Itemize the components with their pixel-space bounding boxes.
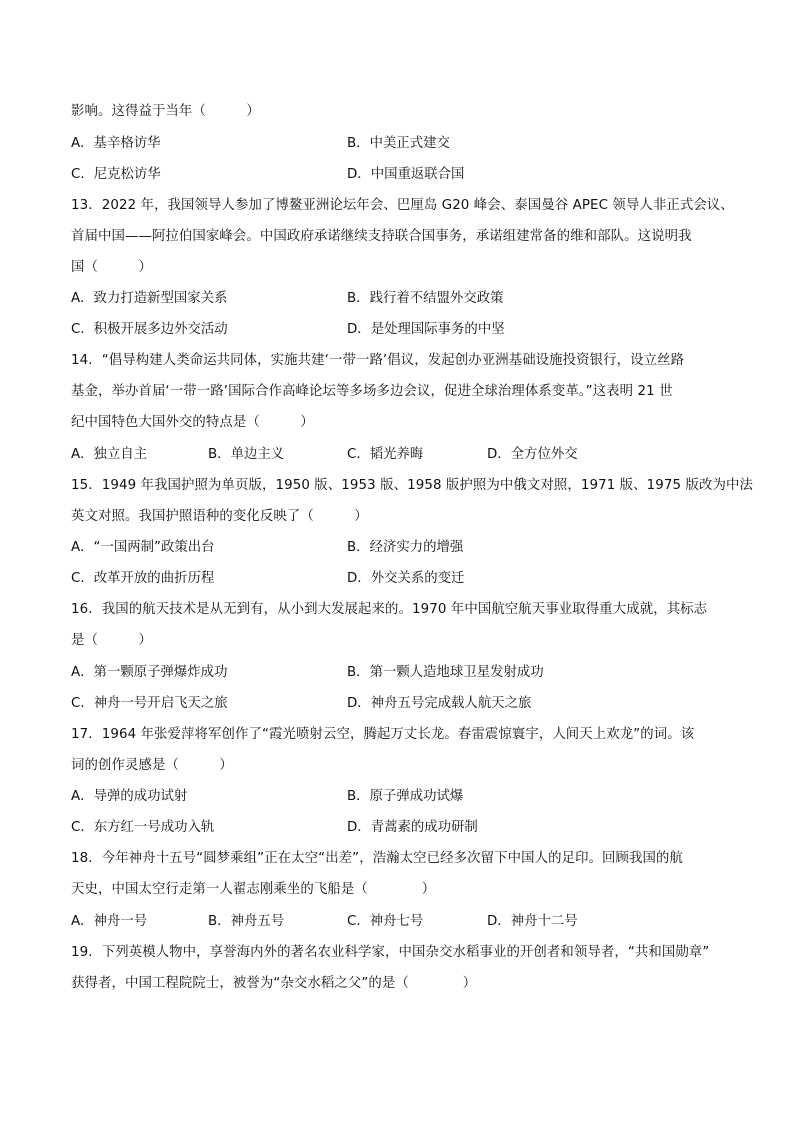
option-b: B．践行着不结盟外交政策	[347, 291, 504, 306]
question-19-stem: 19．下列英模人物中，享誉海内外的著名农业科学家，中国杂交水稻事业的开创者和领导者，“共和国勋章”	[71, 945, 710, 960]
option-b: B．单边主义	[208, 447, 285, 462]
option-c: C．神舟七号	[347, 914, 424, 929]
question-17-stem: 17．1964 年张爱萍将军创作了“霞光喷射云空，腾起万丈长龙。春雷震惊寰宇，人间天上欢龙”的词。该	[71, 727, 695, 742]
question-13-stem: 13．2022 年，我国领导人参加了博鳌亚洲论坛年会、巴厘岛 G20 峰会、泰国曼谷 APEC 领导人非正式会议、	[71, 198, 734, 213]
question-16-stem: 是（ ）	[71, 633, 152, 648]
question-14-stem: 14．“倡导构建人类命运共同体，实施共建‘一带一路’倡议，发起创办亚洲基础设施投资银行，设立丝路	[71, 353, 685, 368]
option-a: A．第一颗原子弹爆炸成功	[71, 665, 228, 680]
option-d: D．神舟五号完成载人航天之旅	[347, 696, 532, 711]
option-b: B．中美正式建交	[347, 136, 450, 151]
option-c: C．改革开放的曲折历程	[71, 571, 215, 586]
question-18-stem: 18．今年神舟十五号“圆梦乘组”正在太空“出差”，浩瀚太空已经多次留下中国人的足印。回顾我国的航	[71, 851, 683, 866]
option-d: D．青蒿素的成功研制	[347, 820, 478, 835]
question-15-stem: 15．1949 年我国护照为单页版，1950 版、1953 版、1958 版护照为中俄文对照，1971 版、1975 版改为中法	[71, 478, 753, 493]
question-12-stem-tail: 影响。这得益于当年（ ）	[71, 104, 260, 119]
option-b: B．神舟五号	[208, 914, 285, 929]
option-a: A．“一国两制”政策出台	[71, 540, 215, 555]
question-14-stem: 基金，举办首届‘一带一路’国际合作高峰论坛等多场多边会议，促进全球治理体系变革。”这表明 21 世	[71, 384, 673, 399]
question-13-stem: 首届中国——阿拉伯国家峰会。中国政府承诺继续支持联合国事务，承诺组建常备的维和部队。这说明我	[71, 229, 692, 244]
option-b: B．经济实力的增强	[347, 540, 464, 555]
option-a: A．基辛格访华	[71, 136, 161, 151]
question-19-stem: 获得者，中国工程院院士，被誉为“杂交水稻之父”的是（ ）	[71, 976, 477, 991]
option-c: C．尼克松访华	[71, 167, 161, 182]
option-d: D．全方位外交	[487, 447, 578, 462]
option-c: C．韬光养晦	[347, 447, 424, 462]
option-d: D．是处理国际事务的中坚	[347, 322, 505, 337]
option-c: C．积极开展多边外交活动	[71, 322, 228, 337]
option-c: C．神舟一号开启飞天之旅	[71, 696, 228, 711]
question-17-stem: 词的创作灵感是（ ）	[71, 758, 233, 773]
option-d: D．神舟十二号	[487, 914, 578, 929]
option-a: A．导弹的成功试射	[71, 789, 188, 804]
question-15-stem: 英文对照。我国护照语种的变化反映了（ ）	[71, 509, 368, 524]
option-a: A．独立自主	[71, 447, 148, 462]
question-16-stem: 16．我国的航天技术是从无到有，从小到大发展起来的。1970 年中国航空航天事业取得重大成就，其标志	[71, 602, 708, 617]
option-b: B．第一颗人造地球卫星发射成功	[347, 665, 544, 680]
option-a: A．神舟一号	[71, 914, 148, 929]
question-13-stem: 国（ ）	[71, 260, 152, 275]
option-b: B．原子弹成功试爆	[347, 789, 464, 804]
option-d: D．中国重返联合国	[347, 167, 465, 182]
option-c: C．东方红一号成功入轨	[71, 820, 215, 835]
question-14-stem: 纪中国特色大国外交的特点是（ ）	[71, 415, 314, 430]
question-18-stem: 天史，中国太空行走第一人翟志刚乘坐的飞船是（ ）	[71, 882, 436, 897]
option-d: D．外交关系的变迁	[347, 571, 465, 586]
option-a: A．致力打造新型国家关系	[71, 291, 228, 306]
